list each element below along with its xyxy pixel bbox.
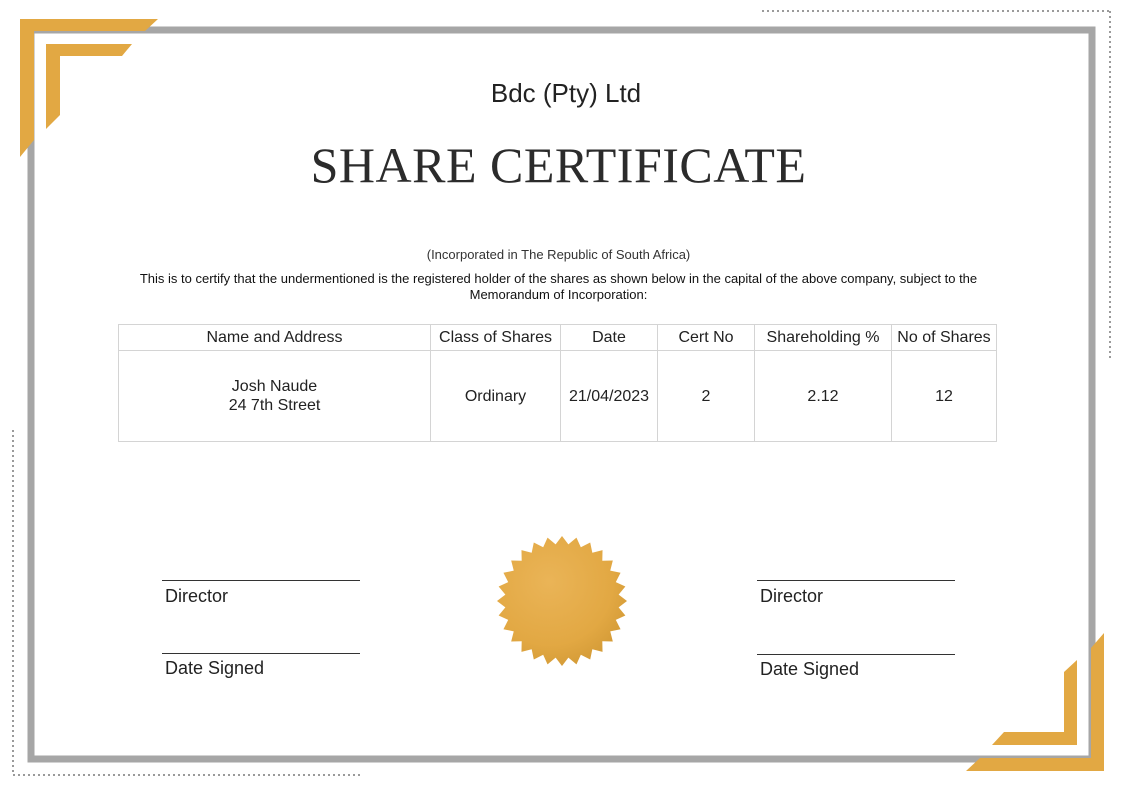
header-shareholding: Shareholding % <box>755 325 892 351</box>
company-name: Bdc (Pty) Ltd <box>490 78 642 108</box>
gold-corner-bottom-right-outer <box>966 633 1104 771</box>
cell-shareholding: 2.12 <box>755 351 892 442</box>
header-date: Date <box>561 325 658 351</box>
cell-class: Ordinary <box>431 351 561 442</box>
left-date-signed-label: Date Signed <box>165 658 265 678</box>
cell-name-address <box>119 351 431 442</box>
certificate-title: SHARE CERTIFICATE <box>310 137 807 193</box>
header-class-of-shares: Class of Shares <box>431 325 561 351</box>
cell-no-of-shares: 12 <box>892 351 997 442</box>
right-director-label: Director <box>760 586 824 606</box>
table-row <box>119 351 997 442</box>
table-header-row <box>119 325 997 351</box>
shareholding-table <box>118 324 997 442</box>
gold-corner-bottom-right-inner <box>992 660 1077 745</box>
seal-starburst <box>497 536 627 666</box>
header-cert-no: Cert No <box>658 325 755 351</box>
holder-address: 24 7th Street <box>228 397 321 414</box>
certification-statement: This is to certify that the undermentioned is the registered holder of the shares as shown below in the capital of the above company, subject to the Memorandum of Incorporation: <box>139 271 978 302</box>
right-director-signature-line <box>757 580 955 581</box>
holder-name: Josh Naude <box>231 378 318 395</box>
cell-cert-no: 2 <box>658 351 755 442</box>
left-date-signature-line <box>162 653 360 654</box>
header-name-address: Name and Address <box>119 325 431 351</box>
right-date-signed-label: Date Signed <box>760 659 860 679</box>
header-no-of-shares: No of Shares <box>892 325 997 351</box>
left-director-label: Director <box>165 586 229 606</box>
left-director-signature-line <box>162 580 360 581</box>
right-date-signature-line <box>757 654 955 655</box>
incorporation-note: (Incorporated in The Republic of South Africa) <box>426 247 691 262</box>
cell-date: 21/04/2023 <box>561 351 658 442</box>
gold-seal-icon <box>496 535 628 667</box>
